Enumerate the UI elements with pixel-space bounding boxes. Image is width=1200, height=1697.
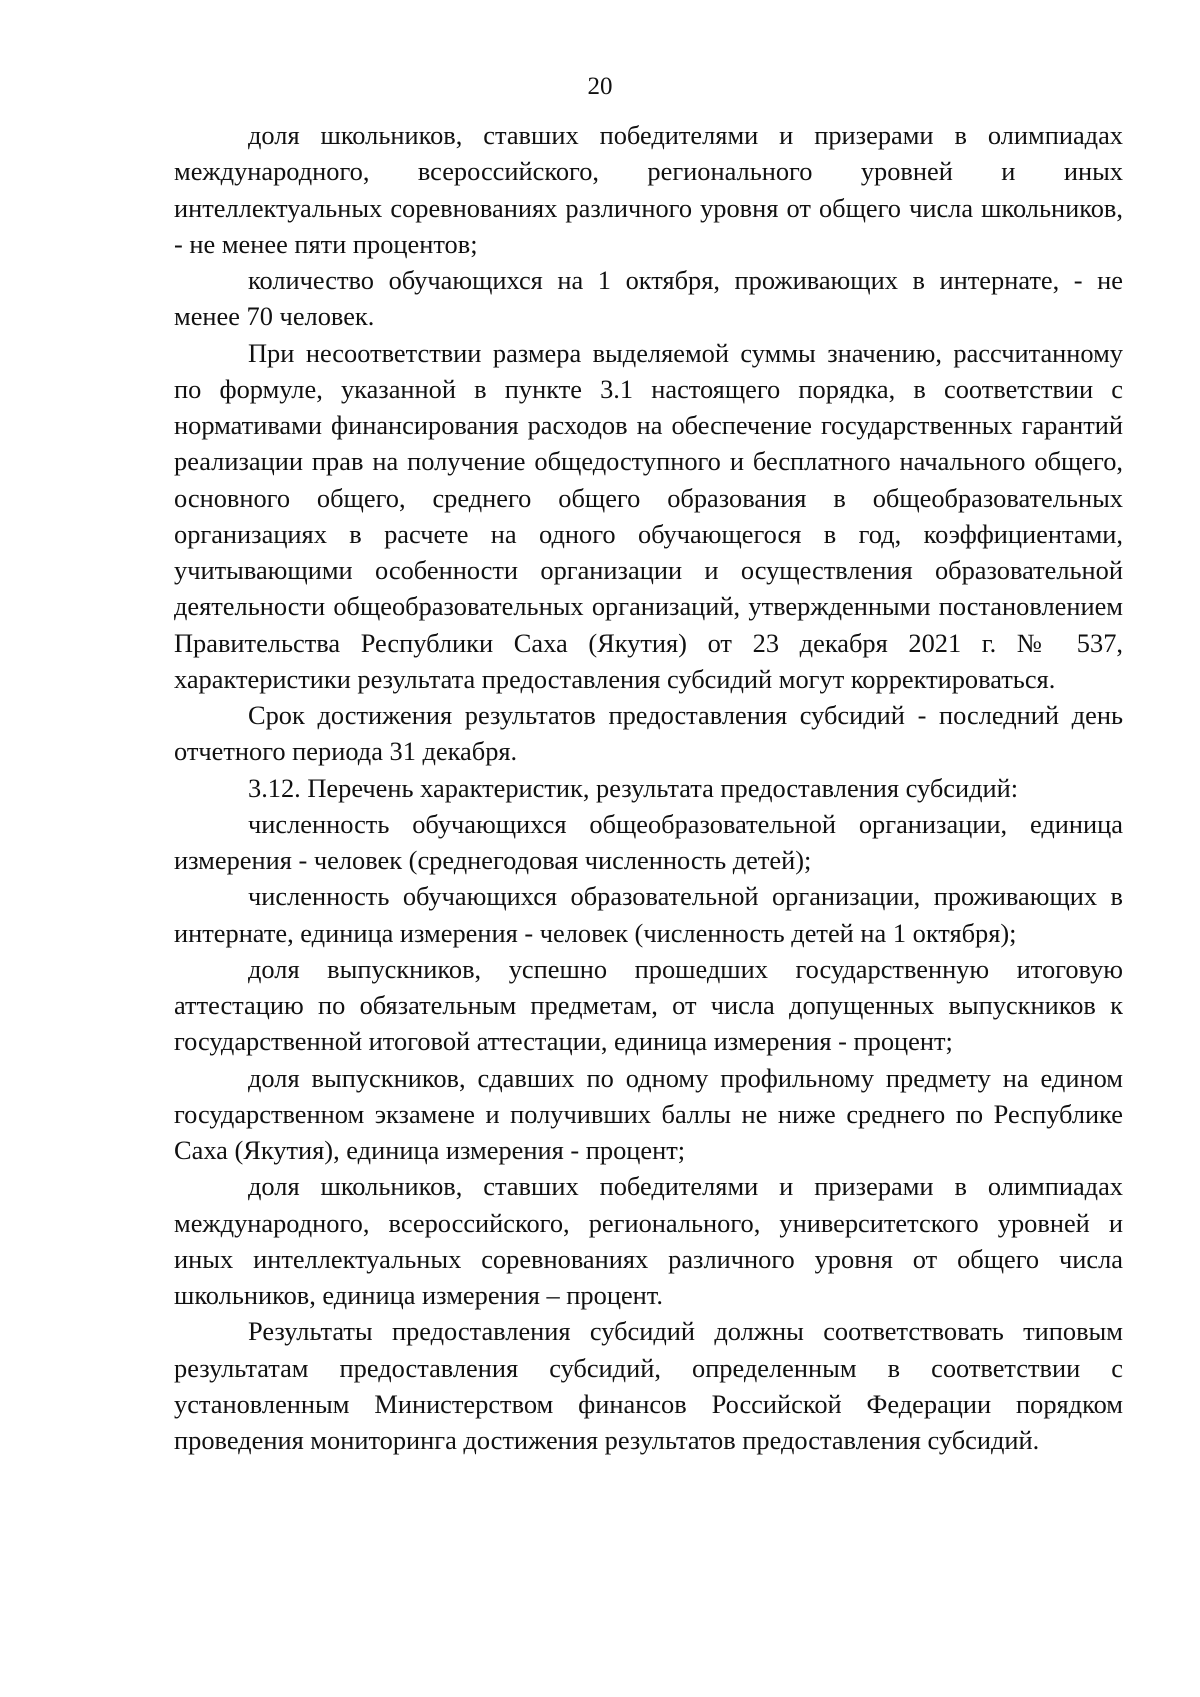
paragraph-typical-results: Результаты предоставления субсидий должны соответствовать типовым результатам предоставления субсидий, определенным в соответствии с установленным Министерством финансов Российской Федерации порядком проведения мониторинга достижения результатов предоставления субсидий. <box>174 1316 1123 1455</box>
paragraph-boarding-students-count: количество обучающихся на 1 октября, проживающих в интернате, - не менее 70 человек. <box>174 265 1123 332</box>
paragraph-graduates-exam: доля выпускников, сдавших по одному профильному предмету на едином государственном экзамене и получивших баллы не ниже среднего по Республике Саха (Якутия), единица измерения - процент; <box>174 1062 1123 1165</box>
paragraph-graduates-attestation: доля выпускников, успешно прошедших государственную итоговую аттестацию по обязательным предметам, от числа допущенных выпускников к государственной итоговой аттестации, единица измерения - процент; <box>174 953 1123 1057</box>
paragraph-subsidy-adjustment: При несоответствии размера выделяемой суммы значению, рассчитанному по формуле, указанной в пункте 3.1 настоящего порядка, в соответствии с нормативами финансирования расходов на обеспечение государственных гарантий реализации прав на получение общедоступного и бесплатного начального общего, основного общего, среднего общего образования в общеобразовательных организациях в расчете на одного обучающегося в год, коэффициентами, учитывающими особенности организации и осуществления образовательной деятельности общеобразовательных организаций, утвержденными постановлением Правительства Республики Саха (Якутия) от 23 декабря 2021 г. № 537, характеристики результата предоставления субсидий могут корректироваться. <box>174 337 1123 694</box>
paragraph-section-3-12: 3.12. Перечень характеристик, результата предоставления субсидий: <box>248 772 1019 803</box>
paragraph-boarding-students: численность обучающихся образовательной организации, проживающих в интернате, единица измерения - человек (численность детей на 1 октября); <box>174 881 1123 948</box>
paragraph-olympiad-share-unit: доля школьников, ставших победителями и призерами в олимпиадах международного, всероссийского, регионального, университетского уровней и иных интеллектуальных соревнованиях различного уровня от общего числа школьников, единица измерения – процент. <box>174 1171 1123 1310</box>
paragraph-students-count: численность обучающихся общеобразовательной организации, единица измерения - человек (среднегодовая численность детей); <box>174 808 1123 875</box>
page-number: 20 <box>587 73 613 100</box>
paragraph-olympiad-share-requirement: доля школьников, ставших победителями и призерами в олимпиадах международного, всероссийского, регионального уровней и иных интеллектуальных соревнованиях различного уровня от общего числа школьников, - не менее пяти процентов; <box>174 120 1123 259</box>
paragraph-deadline: Срок достижения результатов предоставления субсидий - последний день отчетного периода 31 декабря. <box>174 700 1123 767</box>
document-body <box>174 117 1123 1458</box>
